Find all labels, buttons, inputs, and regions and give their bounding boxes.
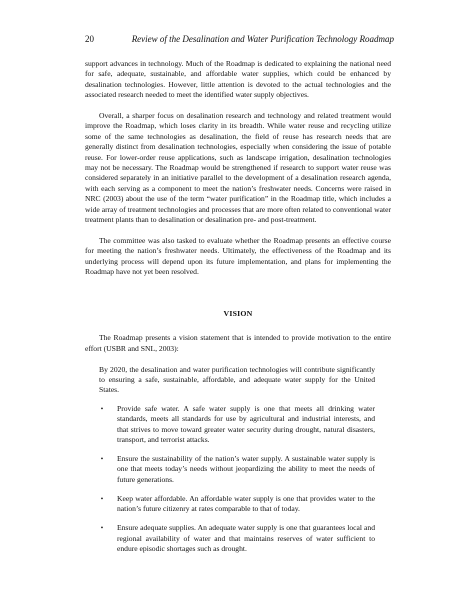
list-item-text: Ensure the sustainability of the nation’s water supply. A sustainable water supply is one that meets today’s needs without jeopardizing the ability to meet the needs of future generations. bbox=[117, 453, 375, 484]
vision-statement-quote bbox=[99, 365, 375, 555]
paragraph-2: Overall, a sharper focus on desalination research and technology and related treatment would improve the Roadmap, which loses clarity in its breadth. While water reuse and recycling utilize some of the same technologies as desalination, the field of reuse has research needs that are generally distinct from desalination technologies, especially when considering the issue of potable reuse. For lower-order reuse applications, such as landscape irrigation, desalination technologies may not be necessary. The Roadmap would be strengthened if research to support water reuse was considered separately in an initiative parallel to the development of a desalination research agenda, with each serving as a component to meet the nation’s freshwater needs. Concerns were raised in NRC (2003) about the use of the term “water purification” in the Roadmap title, which includes a wide array of treatment technologies and processes that are more often related to conventional water treatment plants than to desalination or desalination pre- and post-treatment. bbox=[85, 111, 391, 225]
running-header bbox=[85, 33, 394, 45]
list-item-text: Keep water affordable. An affordable water supply is one that provides water to the nation’s future citizenry at rates comparable to that of today. bbox=[117, 493, 375, 514]
list-item bbox=[100, 453, 375, 485]
list-item bbox=[100, 403, 375, 446]
bullet-icon: • bbox=[100, 404, 104, 413]
page-number: 20 bbox=[85, 34, 94, 44]
vision-intro: The Roadmap presents a vision statement that is intended to provide motivation to the entire effort (USBR and SNL, 2003): bbox=[85, 333, 391, 353]
bullet-icon: • bbox=[100, 454, 104, 463]
list-item-text: Provide safe water. A safe water supply is one that meets all drinking water standards, meets all standards for use by agricultural and industrial interests, and that strives to move toward greater water security during drought, natural disasters, transport, and terrorist attacks. bbox=[117, 403, 375, 444]
body-text bbox=[85, 59, 391, 563]
list-item-text: Ensure adequate supplies. An adequate water supply is one that guarantees local and regional availability of water and that maintains reserves of water sufficient to endure episodic shortages such as drought. bbox=[117, 523, 375, 553]
list-item bbox=[100, 493, 375, 515]
paragraph-3: The committee was also tasked to evaluate whether the Roadmap presents an effective course for meeting the nation’s freshwater needs. Ultimately, the effectiveness of the Roadmap and its underlying process will depend upon its future implementation, and plans for implementing the Roadmap have not yet been resolved. bbox=[85, 236, 391, 277]
section-heading-vision: VISION bbox=[223, 308, 253, 318]
quote-intro: By 2020, the desalination and water purification technologies will contribute significantly to ensuring a safe, sustainable, affordable, and adequate water supply for the United States. bbox=[99, 364, 375, 395]
list-item bbox=[100, 523, 375, 554]
paragraph-1: support advances in technology. Much of the Roadmap is dedicated to explaining the national need for safe, adequate, sustainable, and affordable water supplies, which could be enhanced by desalination technologies. However, little attention is devoted to the actual technologies and the associated research needed to meet the identified water supply objectives. bbox=[85, 59, 391, 100]
bullet-icon: • bbox=[100, 494, 104, 503]
document-page bbox=[85, 0, 394, 613]
bullet-icon: • bbox=[100, 524, 104, 533]
running-title: Review of the Desalination and Water Purification Technology Roadmap bbox=[131, 34, 394, 44]
vision-bullet-list bbox=[99, 404, 375, 555]
